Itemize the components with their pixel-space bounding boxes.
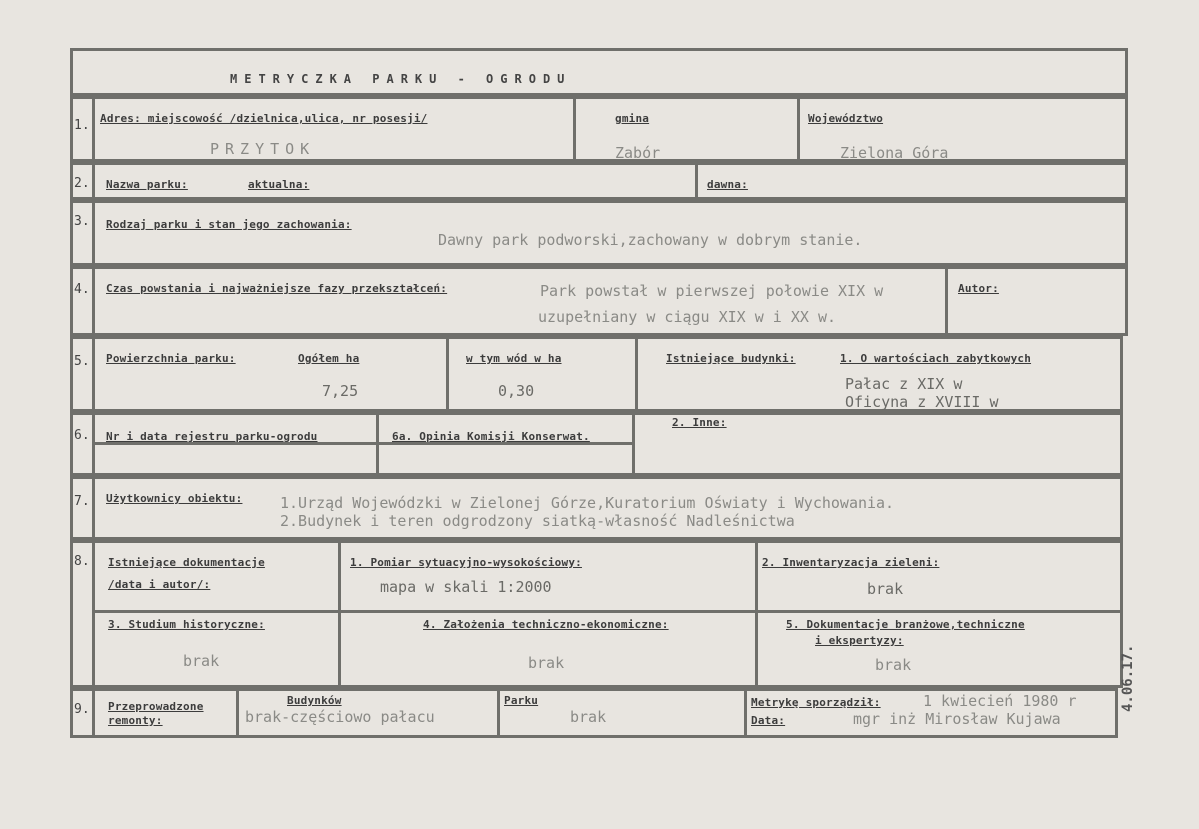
monument-item-1: Pałac z XIX w (845, 375, 963, 393)
prepared-by-value: 1 kwiecień 1980 r (923, 692, 1077, 710)
total-area-label: Ogółem ha (298, 352, 360, 365)
row-number: 4. (74, 282, 90, 297)
technical-value: brak (528, 654, 565, 672)
area-label: Powierzchnia parku: (106, 352, 236, 365)
water-area-value: 0,30 (498, 382, 535, 400)
survey-label: 1. Pomiar sytuacyjno-wysokościowy: (350, 556, 582, 569)
users-value-line2: 2.Budynek i teren odgrodzony siatką-własność Nadleśnictwa (280, 512, 795, 530)
total-area-value: 7,25 (322, 382, 359, 400)
monument-item-2: Oficyna z XVIII w (845, 393, 999, 411)
date-value: mgr inż Mirosław Kujawa (853, 710, 1061, 728)
address-label: Adres: miejscowość /dzielnica,ulica, nr posesji/ (100, 112, 428, 125)
other-buildings-label: 2. Inne: (672, 416, 727, 429)
branch-docs-label-line2: i ekspertyzy: (815, 634, 904, 647)
row-number: 3. (74, 214, 90, 229)
row-number: 6. (74, 428, 90, 443)
side-handwritten-note: 4.06.17. (1120, 644, 1136, 712)
address-value: PRZYTOK (210, 140, 316, 158)
buildings-repairs-value: brak-częściowo pałacu (245, 708, 435, 726)
branch-docs-value: brak (875, 656, 912, 674)
park-repairs-value: brak (570, 708, 607, 726)
history-value-line2: uzupełniany w ciągu XIX w i XX w. (538, 308, 837, 326)
row-number: 2. (74, 176, 90, 191)
repairs-label-line2: remonty: (108, 714, 163, 727)
conservator-opinion-label: 6a. Opinia Komisji Konserwat. (392, 430, 590, 443)
inventory-label: 2. Inwentaryzacja zieleni: (762, 556, 940, 569)
inventory-value: brak (867, 580, 904, 598)
voivodeship-label: Województwo (808, 112, 884, 125)
park-type-value: Dawny park podworski,zachowany w dobrym stanie. (438, 231, 863, 249)
row-park-name (70, 162, 1128, 200)
monuments-label: 1. O wartościach zabytkowych (840, 352, 1032, 365)
row-number: 7. (74, 494, 90, 509)
row-number: 8. (74, 554, 90, 569)
park-type-label: Rodzaj parku i stan jego zachowania: (106, 218, 352, 231)
row-number: 5. (74, 354, 90, 369)
technical-label: 4. Założenia techniczno-ekonomiczne: (423, 618, 669, 631)
author-label: Autor: (958, 282, 999, 295)
park-name-label: Nazwa parku: (106, 178, 188, 191)
park-record-card (70, 48, 1128, 738)
date-label: Data: (751, 714, 786, 727)
history-value-line1: Park powstał w pierwszej połowie XIX w (540, 282, 884, 300)
users-value-line1: 1.Urząd Wojewódzki w Zielonej Górze,Kuratorium Oświaty i Wychowania. (280, 494, 895, 512)
prepared-by-label: Metrykę sporządził: (751, 696, 881, 709)
gmina-value: Zabór (615, 144, 661, 162)
history-label: Czas powstania i najważniejsze fazy przekształceń: (106, 282, 448, 295)
register-label: Nr i data rejestru parku-ogrodu (106, 430, 318, 443)
park-repairs-label: Parku (504, 694, 539, 707)
branch-docs-label-line1: 5. Dokumentacje branżowe,techniczne (786, 618, 1025, 631)
buildings-repairs-label: Budynków (287, 694, 342, 707)
voivodeship-value: Zielona Góra (840, 144, 949, 162)
row-number: 9. (74, 702, 90, 717)
survey-value: mapa w skali 1:2000 (380, 578, 552, 596)
title-row (70, 48, 1128, 96)
gmina-label: gmina (615, 112, 650, 125)
former-name-label: dawna: (707, 178, 748, 191)
current-name-label: aktualna: (248, 178, 310, 191)
document-title: METRYCZKA PARKU - OGRODU (230, 72, 572, 86)
documentation-label-line2: /data i autor/: (108, 578, 211, 591)
documentation-label-line1: Istniejące dokumentacje (108, 556, 265, 569)
history-study-value: brak (183, 652, 220, 670)
water-area-label: w tym wód w ha (466, 352, 562, 365)
repairs-label-line1: Przeprowadzone (108, 700, 204, 713)
history-study-label: 3. Studium historyczne: (108, 618, 265, 631)
row-number: 1. (74, 118, 90, 133)
buildings-label: Istniejące budynki: (666, 352, 796, 365)
users-label: Użytkownicy obiektu: (106, 492, 243, 505)
